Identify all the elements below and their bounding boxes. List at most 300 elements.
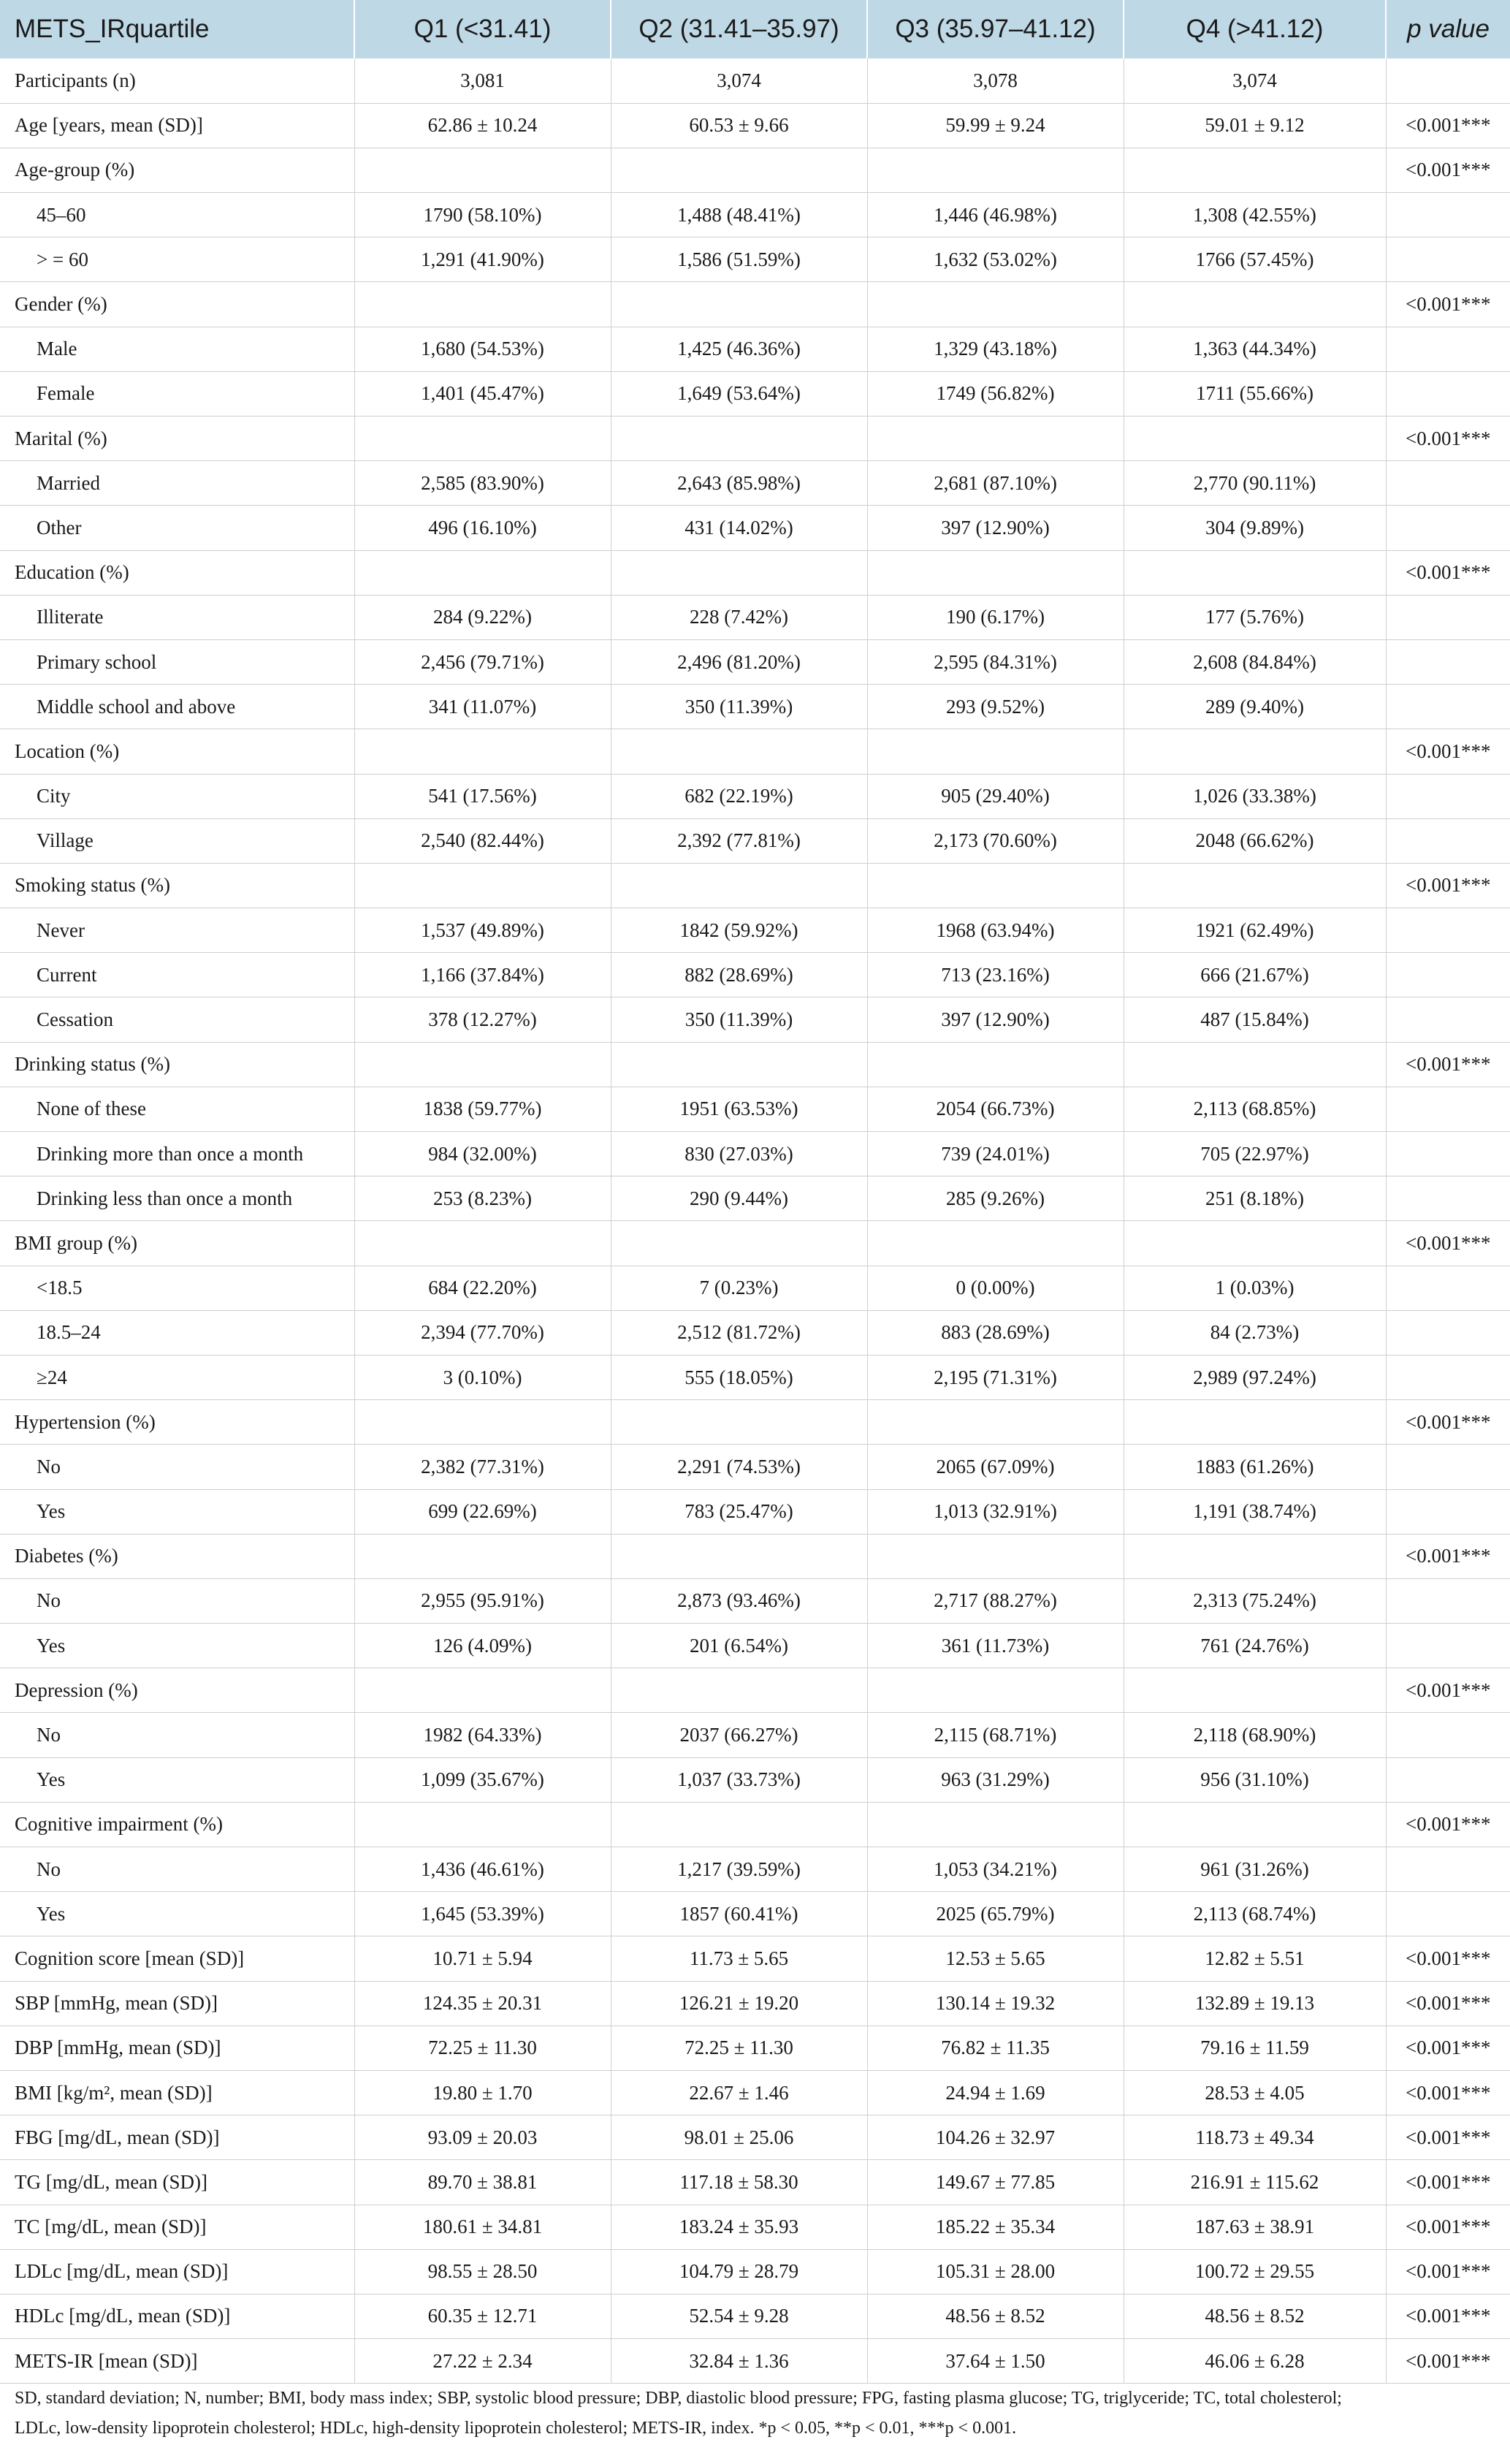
- row-label: No: [0, 1445, 354, 1489]
- cell-q2: 228 (7.42%): [611, 595, 867, 639]
- cell-q2: [611, 417, 867, 461]
- cell-q4: [1124, 1042, 1386, 1087]
- row-label: Yes: [0, 1489, 354, 1534]
- header-q4: Q4 (>41.12): [1124, 0, 1386, 58]
- cell-q3: 185.22 ± 35.34: [867, 2205, 1124, 2249]
- row-label: TC [mg/dL, mean (SD)]: [0, 2205, 354, 2249]
- cell-q4: 1883 (61.26%): [1124, 1445, 1386, 1489]
- cell-q4: 304 (9.89%): [1124, 506, 1386, 550]
- cell-q3: [867, 148, 1124, 192]
- cell-q4: 2,113 (68.85%): [1124, 1087, 1386, 1131]
- row-label: Male: [0, 327, 354, 371]
- table-row: [0, 908, 1510, 953]
- cell-q2: [611, 1802, 867, 1847]
- cell-q3: [867, 1534, 1124, 1578]
- row-label: Cognition score [mean (SD)]: [0, 1936, 354, 1981]
- row-label: Married: [0, 461, 354, 506]
- cell-q3: 76.82 ± 11.35: [867, 2026, 1124, 2070]
- table-row: [0, 58, 1510, 103]
- footnote-line: SD, standard deviation; N, number; BMI, body mass index; SBP, systolic blood pressure; DBP, diastolic blood pressure; FPG, fasting plasma glucose; TG, triglyceride; TC, total cholesterol;: [15, 2389, 1342, 2408]
- cell-q1: [354, 1042, 611, 1087]
- row-label: Yes: [0, 1757, 354, 1802]
- cell-q3: [867, 550, 1124, 595]
- cell-q4: [1124, 1221, 1386, 1266]
- cell-p-value: [1386, 461, 1510, 506]
- row-label: <18.5: [0, 1266, 354, 1310]
- cell-q3: 2,717 (88.27%): [867, 1578, 1124, 1623]
- cell-p-value: [1386, 1445, 1510, 1489]
- cell-q3: 59.99 ± 9.24: [867, 103, 1124, 148]
- table-row: [0, 1266, 1510, 1310]
- cell-p-value: [1386, 595, 1510, 639]
- cell-q2: 1,217 (39.59%): [611, 1847, 867, 1892]
- cell-q2: 2,643 (85.98%): [611, 461, 867, 506]
- cell-q3: 1,053 (34.21%): [867, 1847, 1124, 1892]
- table-row: [0, 417, 1510, 461]
- cell-q2: 117.18 ± 58.30: [611, 2160, 867, 2205]
- cell-q2: 98.01 ± 25.06: [611, 2115, 867, 2160]
- table-row: [0, 1757, 1510, 1802]
- cell-q1: 496 (16.10%): [354, 506, 611, 550]
- table-row: [0, 2294, 1510, 2338]
- cell-q2: 1,586 (51.59%): [611, 237, 867, 282]
- cell-q1: 541 (17.56%): [354, 774, 611, 818]
- cell-q2: [611, 282, 867, 327]
- cell-q2: 2037 (66.27%): [611, 1713, 867, 1757]
- cell-q1: 10.71 ± 5.94: [354, 1936, 611, 1981]
- row-label: Yes: [0, 1624, 354, 1668]
- table-row: [0, 1847, 1510, 1892]
- table-row: [0, 148, 1510, 192]
- cell-q3: 105.31 ± 28.00: [867, 2249, 1124, 2294]
- cell-q1: 60.35 ± 12.71: [354, 2294, 611, 2338]
- cell-q4: 1766 (57.45%): [1124, 237, 1386, 282]
- cell-q3: [867, 1221, 1124, 1266]
- cell-q3: [867, 1668, 1124, 1713]
- header-variable: METS_IRquartile: [0, 0, 354, 58]
- cell-q2: [611, 1668, 867, 1713]
- cell-q1: 89.70 ± 38.81: [354, 2160, 611, 2205]
- cell-q1: [354, 1221, 611, 1266]
- cell-q2: 290 (9.44%): [611, 1176, 867, 1221]
- row-label: None of these: [0, 1087, 354, 1131]
- cell-q4: 1921 (62.49%): [1124, 908, 1386, 953]
- cell-q2: 783 (25.47%): [611, 1489, 867, 1534]
- cell-q2: 1,425 (46.36%): [611, 327, 867, 371]
- row-label: Location (%): [0, 729, 354, 774]
- cell-q4: 48.56 ± 8.52: [1124, 2294, 1386, 2338]
- cell-q2: 350 (11.39%): [611, 685, 867, 729]
- cell-q4: [1124, 1400, 1386, 1445]
- cell-q2: 350 (11.39%): [611, 997, 867, 1042]
- cell-q2: 11.73 ± 5.65: [611, 1936, 867, 1981]
- cell-q3: [867, 1042, 1124, 1087]
- cell-q1: 1,436 (46.61%): [354, 1847, 611, 1892]
- cell-q2: 183.24 ± 35.93: [611, 2205, 867, 2249]
- cell-p-value: <0.001***: [1386, 1981, 1510, 2026]
- row-label: BMI [kg/m², mean (SD)]: [0, 2070, 354, 2115]
- cell-q4: 28.53 ± 4.05: [1124, 2070, 1386, 2115]
- cell-q4: 2048 (66.62%): [1124, 818, 1386, 863]
- row-label: Cessation: [0, 997, 354, 1042]
- cell-q2: 1857 (60.41%): [611, 1892, 867, 1936]
- row-label: Drinking status (%): [0, 1042, 354, 1087]
- row-label: Depression (%): [0, 1668, 354, 1713]
- row-label: Village: [0, 818, 354, 863]
- cell-q4: 961 (31.26%): [1124, 1847, 1386, 1892]
- cell-q1: 124.35 ± 20.31: [354, 1981, 611, 2026]
- cell-q1: [354, 1534, 611, 1578]
- cell-p-value: <0.001***: [1386, 2249, 1510, 2294]
- cell-q3: 24.94 ± 1.69: [867, 2070, 1124, 2115]
- cell-q4: 1 (0.03%): [1124, 1266, 1386, 1310]
- cell-p-value: [1386, 818, 1510, 863]
- table-row: [0, 461, 1510, 506]
- cell-q4: 761 (24.76%): [1124, 1624, 1386, 1668]
- cell-q2: [611, 863, 867, 908]
- table-row: [0, 1668, 1510, 1713]
- cell-q4: 289 (9.40%): [1124, 685, 1386, 729]
- table-row: [0, 282, 1510, 327]
- footnote-line: LDLc, low-density lipoprotein cholesterol; HDLc, high-density lipoprotein cholesterol; METS-IR, index. *p < 0.05, **p < 0.01, ***p < 0.001.: [15, 2419, 1017, 2438]
- cell-p-value: <0.001***: [1386, 1534, 1510, 1578]
- row-label: 45–60: [0, 193, 354, 237]
- cell-p-value: [1386, 1892, 1510, 1936]
- cell-p-value: [1386, 1266, 1510, 1310]
- cell-q1: 284 (9.22%): [354, 595, 611, 639]
- row-label: DBP [mmHg, mean (SD)]: [0, 2026, 354, 2070]
- cell-q1: 1,166 (37.84%): [354, 953, 611, 997]
- cell-p-value: [1386, 371, 1510, 416]
- header-q1: Q1 (<31.41): [354, 0, 611, 58]
- cell-q3: 2,115 (68.71%): [867, 1713, 1124, 1757]
- cell-q4: 2,770 (90.11%): [1124, 461, 1386, 506]
- cell-p-value: [1386, 639, 1510, 684]
- row-label: Marital (%): [0, 417, 354, 461]
- row-label: Age-group (%): [0, 148, 354, 192]
- cell-p-value: <0.001***: [1386, 550, 1510, 595]
- row-label: > = 60: [0, 237, 354, 282]
- cell-q4: 251 (8.18%): [1124, 1176, 1386, 1221]
- cell-q1: 1,401 (45.47%): [354, 371, 611, 416]
- cell-q1: 126 (4.09%): [354, 1624, 611, 1668]
- row-label: No: [0, 1578, 354, 1623]
- cell-q1: 341 (11.07%): [354, 685, 611, 729]
- cell-q3: 1,446 (46.98%): [867, 193, 1124, 237]
- cell-q4: 187.63 ± 38.91: [1124, 2205, 1386, 2249]
- cell-q1: [354, 1400, 611, 1445]
- cell-q3: 2054 (66.73%): [867, 1087, 1124, 1131]
- cell-q4: 216.91 ± 115.62: [1124, 2160, 1386, 2205]
- cell-q1: [354, 550, 611, 595]
- cell-q1: 2,955 (95.91%): [354, 1578, 611, 1623]
- table-row: [0, 1981, 1510, 2026]
- header-row: [0, 0, 1510, 58]
- table-header: [0, 0, 1510, 58]
- cell-q3: 713 (23.16%): [867, 953, 1124, 997]
- cell-q2: 1842 (59.92%): [611, 908, 867, 953]
- row-label: Illiterate: [0, 595, 354, 639]
- cell-q1: 3 (0.10%): [354, 1355, 611, 1399]
- cell-q3: 883 (28.69%): [867, 1310, 1124, 1355]
- row-label: No: [0, 1847, 354, 1892]
- cell-p-value: <0.001***: [1386, 2070, 1510, 2115]
- cell-p-value: [1386, 1713, 1510, 1757]
- cell-q2: 201 (6.54%): [611, 1624, 867, 1668]
- row-label: Age [years, mean (SD)]: [0, 103, 354, 148]
- cell-q3: 130.14 ± 19.32: [867, 1981, 1124, 2026]
- cell-p-value: [1386, 908, 1510, 953]
- cell-q3: 397 (12.90%): [867, 997, 1124, 1042]
- cell-q2: 1,037 (33.73%): [611, 1757, 867, 1802]
- table-row: [0, 237, 1510, 282]
- cell-q4: [1124, 1802, 1386, 1847]
- cell-p-value: [1386, 1489, 1510, 1534]
- cell-p-value: [1386, 1757, 1510, 1802]
- cell-p-value: [1386, 1578, 1510, 1623]
- row-label: Smoking status (%): [0, 863, 354, 908]
- cell-q4: 1711 (55.66%): [1124, 371, 1386, 416]
- cell-q3: 1,632 (53.02%): [867, 237, 1124, 282]
- cell-p-value: <0.001***: [1386, 2115, 1510, 2160]
- cell-q3: 48.56 ± 8.52: [867, 2294, 1124, 2338]
- cell-q4: 2,118 (68.90%): [1124, 1713, 1386, 1757]
- cell-q4: 118.73 ± 49.34: [1124, 2115, 1386, 2160]
- cell-p-value: <0.001***: [1386, 1221, 1510, 1266]
- row-label: Other: [0, 506, 354, 550]
- cell-q4: [1124, 1534, 1386, 1578]
- header-q2: Q2 (31.41–35.97): [611, 0, 867, 58]
- cell-q3: 905 (29.40%): [867, 774, 1124, 818]
- cell-q1: 1,645 (53.39%): [354, 1892, 611, 1936]
- cell-q4: 84 (2.73%): [1124, 1310, 1386, 1355]
- row-label: 18.5–24: [0, 1310, 354, 1355]
- cell-q1: [354, 1802, 611, 1847]
- cell-q3: 397 (12.90%): [867, 506, 1124, 550]
- row-label: City: [0, 774, 354, 818]
- cell-q3: 739 (24.01%): [867, 1132, 1124, 1176]
- cell-q3: [867, 729, 1124, 774]
- cell-q3: 2,173 (70.60%): [867, 818, 1124, 863]
- cell-q2: 32.84 ± 1.36: [611, 2339, 867, 2384]
- cell-q4: 1,363 (44.34%): [1124, 327, 1386, 371]
- cell-p-value: <0.001***: [1386, 2205, 1510, 2249]
- cell-q2: [611, 1534, 867, 1578]
- cell-q4: 2,313 (75.24%): [1124, 1578, 1386, 1623]
- table-row: [0, 193, 1510, 237]
- table-row: [0, 863, 1510, 908]
- cell-q4: 487 (15.84%): [1124, 997, 1386, 1042]
- cell-q4: 2,989 (97.24%): [1124, 1355, 1386, 1399]
- row-label: Drinking less than once a month: [0, 1176, 354, 1221]
- cell-q1: 98.55 ± 28.50: [354, 2249, 611, 2294]
- cell-q4: [1124, 550, 1386, 595]
- table-row: [0, 1892, 1510, 1936]
- cell-p-value: [1386, 1087, 1510, 1131]
- cell-q3: 2,681 (87.10%): [867, 461, 1124, 506]
- cell-p-value: <0.001***: [1386, 103, 1510, 148]
- row-label: Never: [0, 908, 354, 953]
- cell-q2: 52.54 ± 9.28: [611, 2294, 867, 2338]
- table-row: [0, 1310, 1510, 1355]
- cell-q3: 1,329 (43.18%): [867, 327, 1124, 371]
- table-row: [0, 327, 1510, 371]
- cell-q4: 132.89 ± 19.13: [1124, 1981, 1386, 2026]
- cell-q3: 1749 (56.82%): [867, 371, 1124, 416]
- cell-q3: 2,195 (71.31%): [867, 1355, 1124, 1399]
- cell-q1: 2,394 (77.70%): [354, 1310, 611, 1355]
- table-row: [0, 1578, 1510, 1623]
- cell-q2: 60.53 ± 9.66: [611, 103, 867, 148]
- row-label: No: [0, 1713, 354, 1757]
- table-row: [0, 371, 1510, 416]
- cell-q4: 100.72 ± 29.55: [1124, 2249, 1386, 2294]
- cell-p-value: [1386, 1355, 1510, 1399]
- cell-p-value: [1386, 193, 1510, 237]
- cell-p-value: <0.001***: [1386, 2026, 1510, 2070]
- row-label: Diabetes (%): [0, 1534, 354, 1578]
- table-row: [0, 103, 1510, 148]
- cell-q3: 963 (31.29%): [867, 1757, 1124, 1802]
- row-label: Hypertension (%): [0, 1400, 354, 1445]
- cell-q3: 2,595 (84.31%): [867, 639, 1124, 684]
- cell-q1: 1838 (59.77%): [354, 1087, 611, 1131]
- table-row: [0, 2160, 1510, 2205]
- cell-q1: [354, 729, 611, 774]
- row-label: LDLc [mg/dL, mean (SD)]: [0, 2249, 354, 2294]
- row-label: Primary school: [0, 639, 354, 684]
- table-row: [0, 818, 1510, 863]
- table-row: [0, 550, 1510, 595]
- cell-q3: 293 (9.52%): [867, 685, 1124, 729]
- cell-p-value: <0.001***: [1386, 1668, 1510, 1713]
- table-body: [0, 58, 1510, 2384]
- cell-q2: 2,512 (81.72%): [611, 1310, 867, 1355]
- cell-q1: 684 (22.20%): [354, 1266, 611, 1310]
- cell-p-value: <0.001***: [1386, 1400, 1510, 1445]
- table-row: [0, 1802, 1510, 1847]
- cell-q2: 1,649 (53.64%): [611, 371, 867, 416]
- header-q3: Q3 (35.97–41.12): [867, 0, 1124, 58]
- cell-q4: 2,608 (84.84%): [1124, 639, 1386, 684]
- cell-p-value: <0.001***: [1386, 417, 1510, 461]
- cell-q3: [867, 282, 1124, 327]
- cell-p-value: <0.001***: [1386, 2294, 1510, 2338]
- cell-q3: 3,078: [867, 58, 1124, 103]
- table-row: [0, 1042, 1510, 1087]
- cell-p-value: <0.001***: [1386, 2339, 1510, 2384]
- cell-q1: 72.25 ± 11.30: [354, 2026, 611, 2070]
- row-label: Female: [0, 371, 354, 416]
- table-row: [0, 1221, 1510, 1266]
- row-label: SBP [mmHg, mean (SD)]: [0, 1981, 354, 2026]
- cell-q4: [1124, 417, 1386, 461]
- cell-p-value: <0.001***: [1386, 1042, 1510, 1087]
- cell-p-value: [1386, 685, 1510, 729]
- cell-q1: 3,081: [354, 58, 611, 103]
- cell-q2: [611, 550, 867, 595]
- cell-p-value: [1386, 953, 1510, 997]
- cell-q2: 126.21 ± 19.20: [611, 1981, 867, 2026]
- table-row: [0, 2026, 1510, 2070]
- table-row: [0, 1936, 1510, 1981]
- cell-q1: 1790 (58.10%): [354, 193, 611, 237]
- cell-q1: 2,585 (83.90%): [354, 461, 611, 506]
- cell-q3: 361 (11.73%): [867, 1624, 1124, 1668]
- cell-q3: 12.53 ± 5.65: [867, 1936, 1124, 1981]
- cell-q4: 705 (22.97%): [1124, 1132, 1386, 1176]
- cell-q4: 1,026 (33.38%): [1124, 774, 1386, 818]
- cell-q2: [611, 1400, 867, 1445]
- cell-p-value: [1386, 1176, 1510, 1221]
- cell-p-value: <0.001***: [1386, 1802, 1510, 1847]
- cell-q3: 104.26 ± 32.97: [867, 2115, 1124, 2160]
- table-row: [0, 2205, 1510, 2249]
- cell-q2: 2,873 (93.46%): [611, 1578, 867, 1623]
- table-row: [0, 506, 1510, 550]
- table-row: [0, 774, 1510, 818]
- table-row: [0, 1400, 1510, 1445]
- cell-q4: 59.01 ± 9.12: [1124, 103, 1386, 148]
- cell-q4: 2,113 (68.74%): [1124, 1892, 1386, 1936]
- cell-q1: 19.80 ± 1.70: [354, 2070, 611, 2115]
- cell-q1: 180.61 ± 34.81: [354, 2205, 611, 2249]
- cell-q3: 2065 (67.09%): [867, 1445, 1124, 1489]
- table-row: [0, 1489, 1510, 1534]
- cell-q2: [611, 729, 867, 774]
- cell-p-value: <0.001***: [1386, 148, 1510, 192]
- cell-q3: 149.67 ± 77.85: [867, 2160, 1124, 2205]
- cell-q2: 104.79 ± 28.79: [611, 2249, 867, 2294]
- row-label: ≥24: [0, 1355, 354, 1399]
- cell-q1: 93.09 ± 20.03: [354, 2115, 611, 2160]
- table-footnote: [15, 2384, 1498, 2444]
- table-row: [0, 1176, 1510, 1221]
- table-row: [0, 1534, 1510, 1578]
- cell-p-value: <0.001***: [1386, 282, 1510, 327]
- cell-q2: [611, 148, 867, 192]
- cell-p-value: <0.001***: [1386, 729, 1510, 774]
- table-row: [0, 2249, 1510, 2294]
- cell-q3: [867, 1400, 1124, 1445]
- cell-q3: [867, 863, 1124, 908]
- table-row: [0, 595, 1510, 639]
- cell-q4: [1124, 863, 1386, 908]
- row-label: Cognitive impairment (%): [0, 1802, 354, 1847]
- cell-q1: [354, 1668, 611, 1713]
- cell-q3: 2025 (65.79%): [867, 1892, 1124, 1936]
- table-row: [0, 2070, 1510, 2115]
- cell-q4: [1124, 1668, 1386, 1713]
- cell-q1: [354, 148, 611, 192]
- cell-q2: 22.67 ± 1.46: [611, 2070, 867, 2115]
- row-label: Education (%): [0, 550, 354, 595]
- header-p-value-text: p value: [1407, 15, 1490, 43]
- cell-q4: 79.16 ± 11.59: [1124, 2026, 1386, 2070]
- cell-q4: 956 (31.10%): [1124, 1757, 1386, 1802]
- table-row: [0, 2115, 1510, 2160]
- table-row: [0, 1624, 1510, 1668]
- cell-q1: 378 (12.27%): [354, 997, 611, 1042]
- row-label: Drinking more than once a month: [0, 1132, 354, 1176]
- table-row: [0, 1132, 1510, 1176]
- cell-q3: [867, 1802, 1124, 1847]
- cell-p-value: [1386, 506, 1510, 550]
- cell-q3: 0 (0.00%): [867, 1266, 1124, 1310]
- cell-q4: [1124, 282, 1386, 327]
- table-row: [0, 2339, 1510, 2384]
- cell-q1: 2,540 (82.44%): [354, 818, 611, 863]
